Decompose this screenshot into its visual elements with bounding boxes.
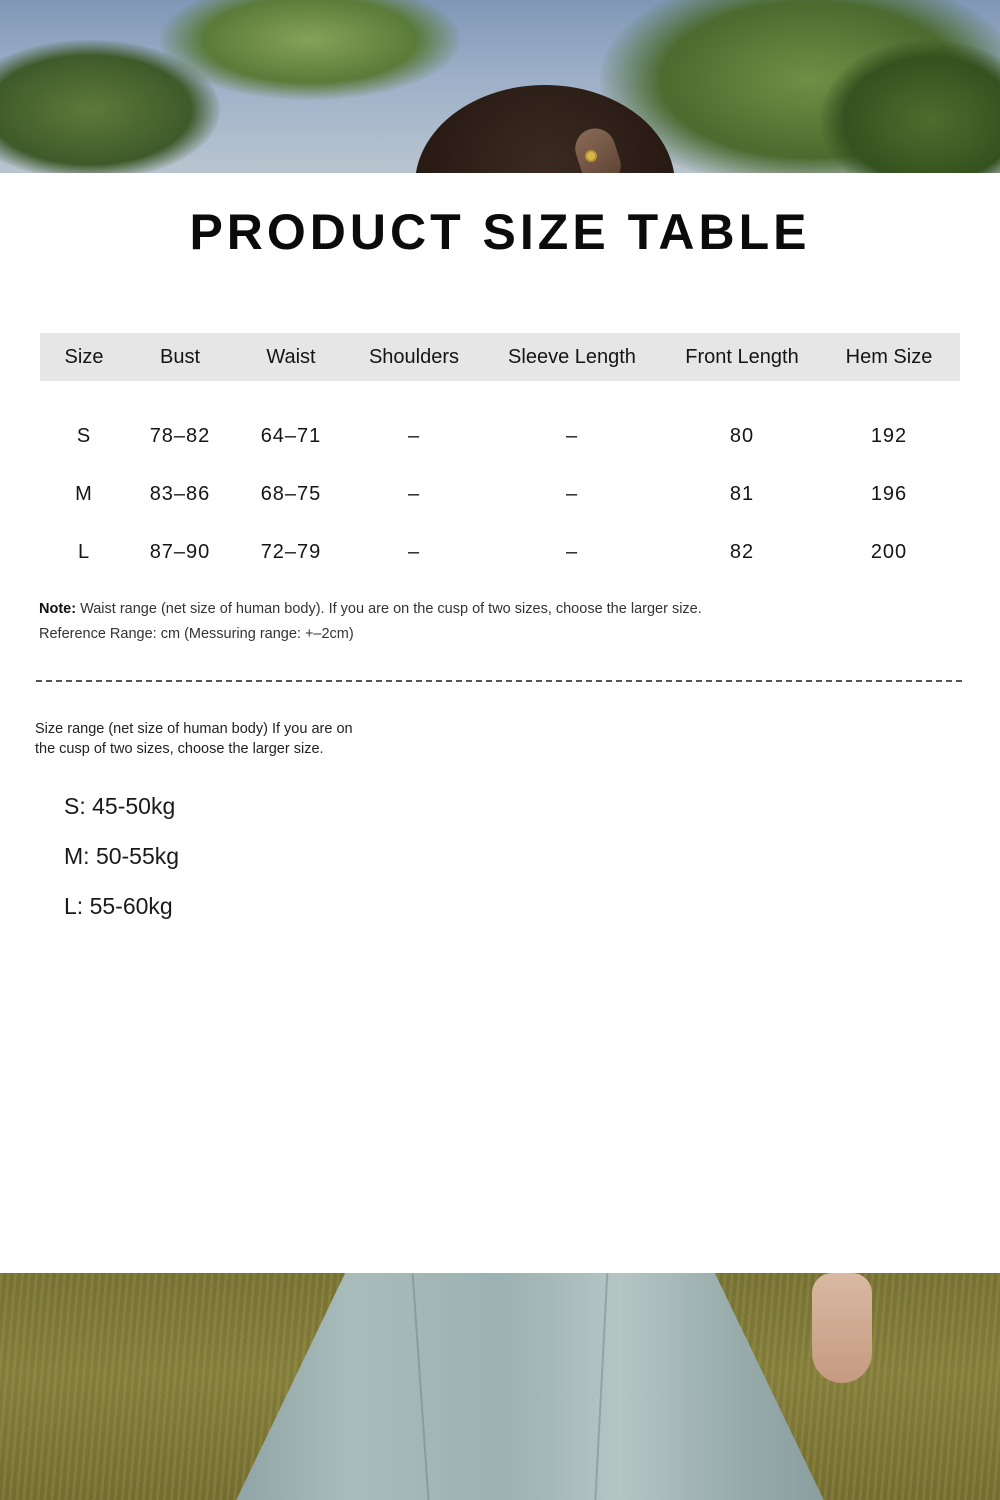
cell-size: S	[76, 424, 92, 447]
cell-waist: 68–75	[260, 482, 322, 505]
cell-shoulders: –	[407, 540, 421, 563]
cell-waist: 64–71	[260, 424, 322, 447]
note-text: Waist range (net size of human body). If you are on the cusp of two sizes, choose the larger size.	[76, 601, 702, 617]
reference-range: Reference Range: cm (Messuring range: +–2cm)	[39, 626, 354, 642]
bottom-product-photo	[0, 1273, 1000, 1500]
weight-item-m: M: 50-55kg	[64, 843, 180, 869]
size-table	[40, 333, 960, 581]
cell-shoulders: –	[407, 482, 421, 505]
note-line	[39, 597, 702, 622]
cell-sleeve-length: –	[565, 540, 579, 563]
weight-guide	[64, 788, 179, 938]
cell-bust: 78–82	[149, 424, 211, 447]
cell-shoulders: –	[407, 424, 421, 447]
cell-bust: 83–86	[149, 482, 211, 505]
header-hem-size: Hem Size	[845, 345, 933, 368]
cell-hem-size: 200	[870, 540, 908, 563]
cell-sleeve-length: –	[565, 482, 579, 505]
size-range-note: Size range (net size of human body) If you are on the cusp of two sizes, choose the larger size.	[35, 721, 353, 757]
note-label: Note:	[39, 601, 77, 617]
size-table-header	[40, 333, 960, 381]
header-size: Size	[64, 345, 104, 368]
weight-item-l: L: 55-60kg	[64, 893, 173, 919]
header-waist: Waist	[266, 345, 316, 368]
header-front-length: Front Length	[685, 345, 799, 368]
cell-front-length: 80	[729, 424, 755, 447]
cell-hem-size: 196	[870, 482, 908, 505]
header-bust: Bust	[159, 345, 201, 368]
dashed-divider	[36, 680, 962, 682]
cell-front-length: 81	[729, 482, 755, 505]
table-row	[40, 465, 960, 523]
header-sleeve-length: Sleeve Length	[508, 345, 636, 368]
table-row	[40, 407, 960, 465]
cell-waist: 72–79	[260, 540, 322, 563]
weight-item-s: S: 45-50kg	[64, 793, 176, 819]
model-hand	[812, 1273, 872, 1383]
top-product-photo	[0, 0, 1000, 173]
cell-bust: 87–90	[149, 540, 211, 563]
cell-hem-size: 192	[870, 424, 908, 447]
page-title: PRODUCT SIZE TABLE	[189, 204, 811, 260]
cell-size: L	[77, 540, 91, 563]
cell-sleeve-length: –	[565, 424, 579, 447]
measurement-note	[39, 597, 702, 647]
table-row	[40, 523, 960, 581]
cell-size: M	[75, 482, 93, 505]
hair-clip-charm	[585, 150, 597, 162]
cell-front-length: 82	[729, 540, 755, 563]
size-table-body	[40, 407, 960, 581]
header-shoulders: Shoulders	[368, 345, 460, 368]
